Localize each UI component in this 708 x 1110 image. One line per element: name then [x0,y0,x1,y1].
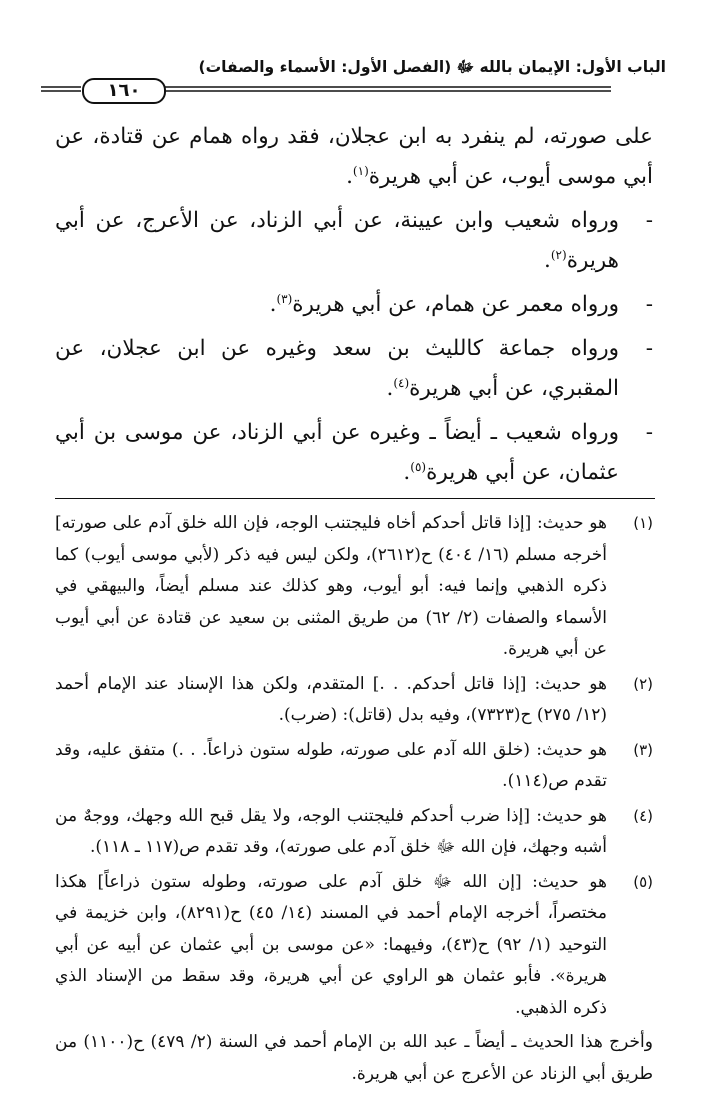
footnote-ref: (٥) [410,459,427,474]
footnotes [55,508,653,1090]
bullet-marker: - [645,420,653,445]
footnote-text: هو حديث: (خلق الله آدم على صورته، طوله ستون ذراعاً. . .) متفق عليه، وقد تقدم ص(١١٤). [55,739,607,791]
list-item: - ورواه معمر عن همام، عن أبي هريرة$^{(٣)}$. [55,285,653,325]
footnote-number: (٢) [633,674,653,693]
footnote [55,867,653,1025]
bullet-marker: - [645,208,653,233]
footnote-text: هو حديث: [إذا قاتل أحدكم أخاه فليجتنب الوجه، فإن الله خلق آدم على صورته] أخرجه مسلم (١٦/ ٤٠٤) ح(٢٦١٢)، ولكن ليس فيه ذكر (لأبي موسى أيوب) كما ذكره الذهبي وإنما فيه: أبو أيوب، وهو كذلك عند مسلم أيضاً، والبيهقي في الأسماء والصفات (٢/ ٦٢) من طريق المثنى بن سعيد عن قتادة عن أبي أيوب عن أبي هريرة. [55,513,607,659]
list-item: - ورواه شعيب ـ أيضاً ـ وغيره عن أبي الزناد، عن موسى بن أبي عثمان، عن أبي هريرة$^{(٥)}$. [55,413,653,493]
main-text [55,117,653,497]
page-number: ١٦٠ [82,78,166,104]
narration-list [55,201,653,493]
footnote-text: هو حديث: [إن الله ﷻ خلق آدم على صورته، وطوله ستون ذراعاً] هكذا مختصراً، أخرجه الإمام أحمد في المسند (١٤/ ٤٥) ح(٨٢٩١)، وابن خزيمة في التوحيد (١/ ٩٢) ح(٤٣)، وفيهما: «عن موسى بن أبي عثمان عن أبيه عن أبي هريرة». فأبو عثمان هو الراوي عن أبي هريرة، وقد سقط من الإسناد الذي ذكره الذهبي. [55,871,607,1018]
footnote-number: (١) [633,514,653,532]
list-item: - ورواه جماعة كالليث بن سعد وغيره عن ابن عجلان، عن المقبري، عن أبي هريرة$^{(٤)}$. [55,329,653,409]
footnote-ref: (٢) [550,247,567,262]
page-number-banner [41,78,611,104]
bullet-marker: - [645,292,653,317]
footnote-ref: (٣) [276,291,293,306]
footnote [55,735,653,798]
footnote-separator [55,498,655,499]
footnote [55,669,653,732]
running-head: الباب الأول: الإيمان بالله ﷻ (الفصل الأول: الأسماء والصفات) [198,58,666,76]
footnote-text: هو حديث: [إذا قاتل أحدكم. . .] المتقدم، ولكن هذا الإسناد عند الإمام أحمد (١٢/ ٢٧٥) ح(٧٣٢٣)، وفيه بدل (قاتل): (ضرب). [55,673,607,725]
footnote-ref: (١) [352,163,369,178]
bullet-marker: - [645,336,653,361]
footnote [55,801,653,864]
footnote [55,508,653,666]
footnote-number: (٤) [633,806,653,825]
footnote-ref: (٤) [393,375,410,390]
footnote-number: (٣) [633,740,653,759]
intro-paragraph: على صورته، لم ينفرد به ابن عجلان، فقد رواه همام عن قتادة، عن أبي موسى أيوب، عن أبي هريرة$^{(١)}$. [55,124,653,189]
footnote-continuation: وأخرج هذا الحديث ـ أيضاً ـ عبد الله بن الإمام أحمد في السنة (٢/ ٤٧٩) ح(١١٠٠) من طريق أبي الزناد عن الأعرج عن أبي هريرة. [55,1032,653,1084]
list-item: - ورواه شعيب وابن عيينة، عن أبي الزناد، عن الأعرج، عن أبي هريرة$^{(٢)}$. [55,201,653,281]
footnote-number: (٥) [633,872,653,891]
footnote-text: هو حديث: [إذا ضرب أحدكم فليجتنب الوجه، ولا يقل قبح الله وجهك، ووجهٌ من أشبه وجهك، فإن الله ﷻ خلق آدم على صورته)، وقد تقدم ص(١١٧ ـ ١١٨). [55,805,607,857]
